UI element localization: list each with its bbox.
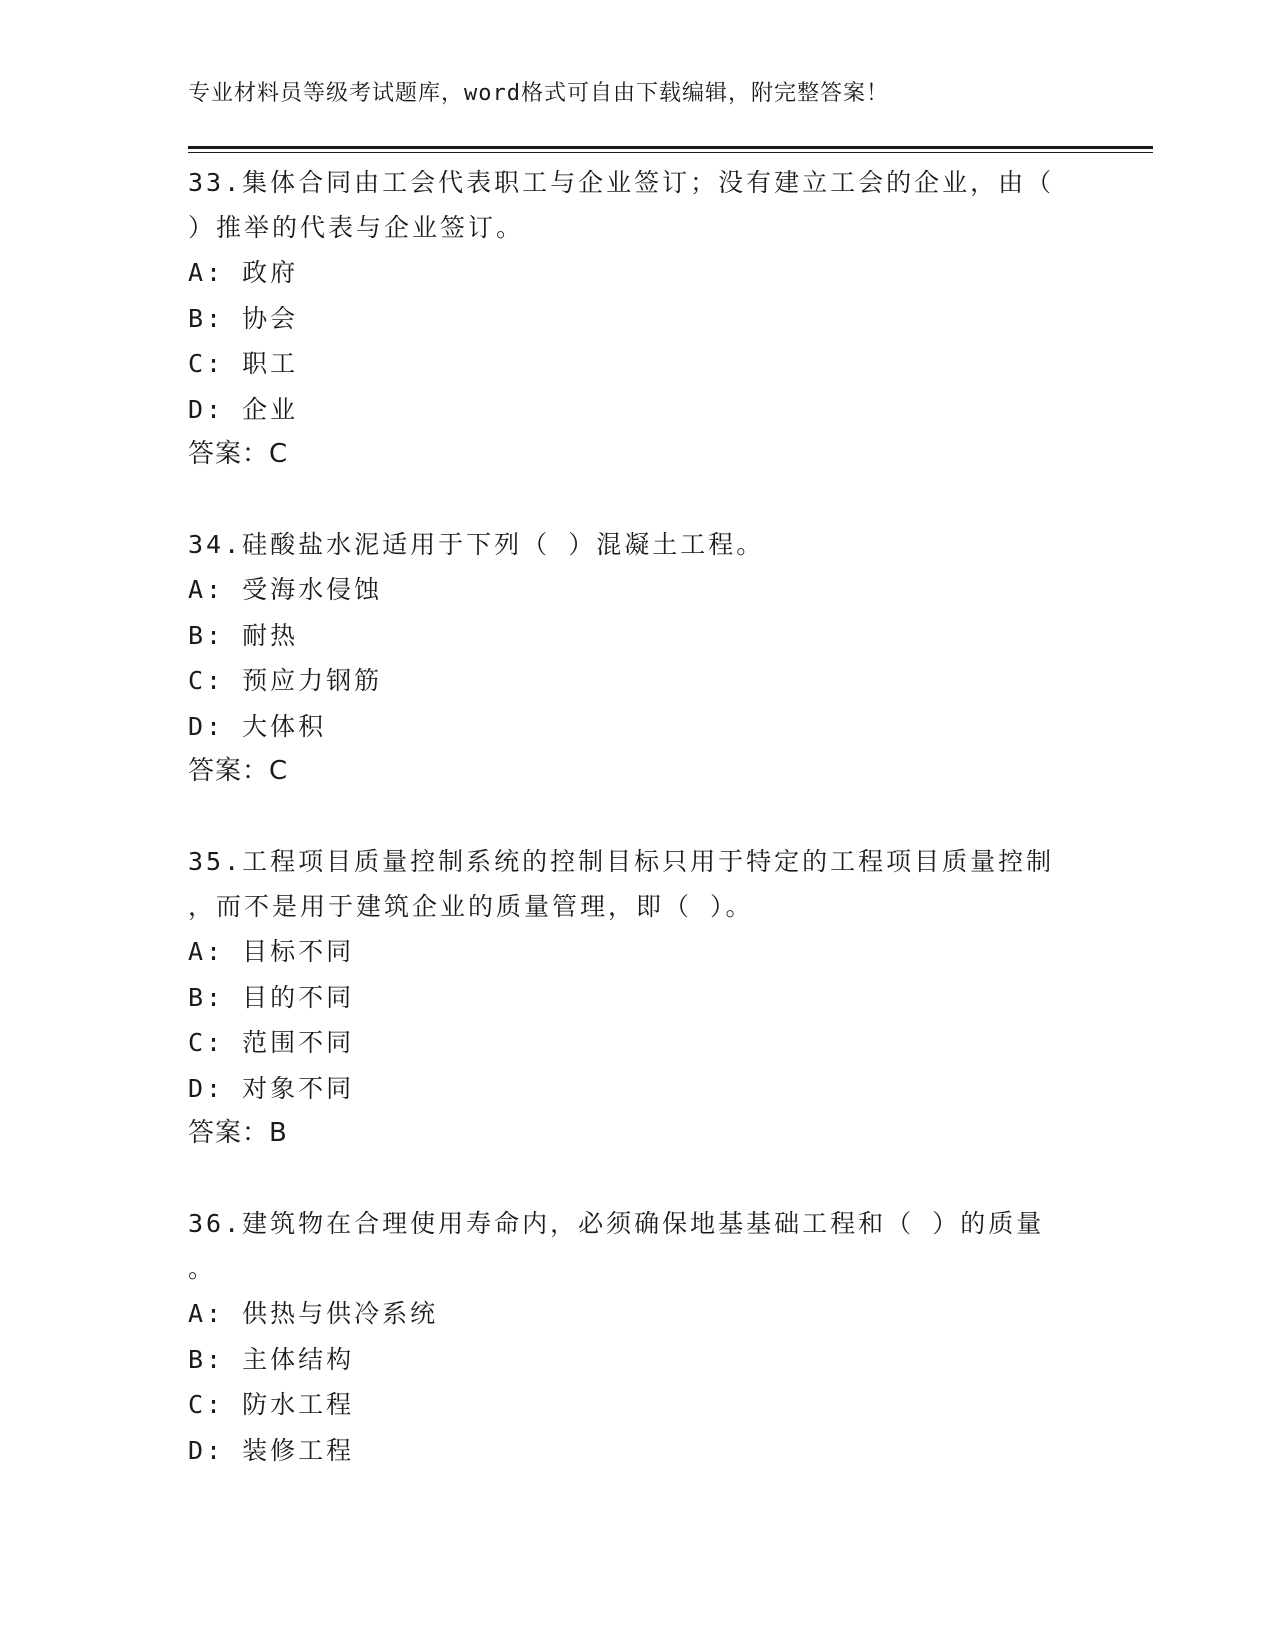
answer: 答案：B	[188, 1118, 288, 1148]
option-b: B: 协会	[188, 303, 299, 333]
question-text: 34.硅酸盐水泥适用于下列（ ）混凝土工程。	[188, 530, 765, 559]
answer: 答案：C	[188, 756, 289, 786]
option-d: D: 对象不同	[188, 1073, 355, 1103]
option-a: A: 政府	[188, 258, 299, 287]
question-35	[188, 839, 1088, 1156]
option-b: B: 主体结构	[188, 1344, 355, 1374]
question-list	[188, 160, 1088, 1473]
question-33	[188, 160, 1088, 477]
header-divider-thick	[188, 146, 1153, 149]
header-divider-thin	[188, 152, 1153, 153]
answer: 答案：C	[188, 439, 289, 469]
option-c: C: 职工	[188, 349, 299, 378]
option-c: C: 防水工程	[188, 1390, 355, 1419]
option-c: C: 范围不同	[188, 1028, 355, 1057]
option-d: D: 装修工程	[188, 1435, 355, 1465]
question-text-continued: ）推举的代表与企业签订。	[188, 213, 525, 242]
option-d: D: 大体积	[188, 711, 327, 741]
question-text-continued: ，而不是用于建筑企业的质量管理，即（ ）。	[188, 892, 754, 921]
page-header: 专业材料员等级考试题库，word格式可自由下载编辑，附完整答案！	[188, 81, 889, 106]
option-b: B: 耐热	[188, 620, 299, 650]
option-c: C: 预应力钢筋	[188, 666, 383, 695]
question-text-continued: 。	[188, 1254, 217, 1283]
question-36	[188, 1201, 1088, 1473]
option-b: B: 目的不同	[188, 982, 355, 1012]
question-text: 36.建筑物在合理使用寿命内，必须确保地基基础工程和（ ）的质量	[188, 1209, 1045, 1238]
option-a: A: 目标不同	[188, 937, 355, 966]
option-d: D: 企业	[188, 394, 299, 424]
question-34	[188, 522, 1088, 794]
question-text: 33.集体合同由工会代表职工与企业签订；没有建立工会的企业，由（	[188, 168, 1055, 197]
question-text: 35.工程项目质量控制系统的控制目标只用于特定的工程项目质量控制	[188, 847, 1055, 876]
option-a: A: 供热与供冷系统	[188, 1299, 439, 1328]
option-a: A: 受海水侵蚀	[188, 575, 383, 604]
